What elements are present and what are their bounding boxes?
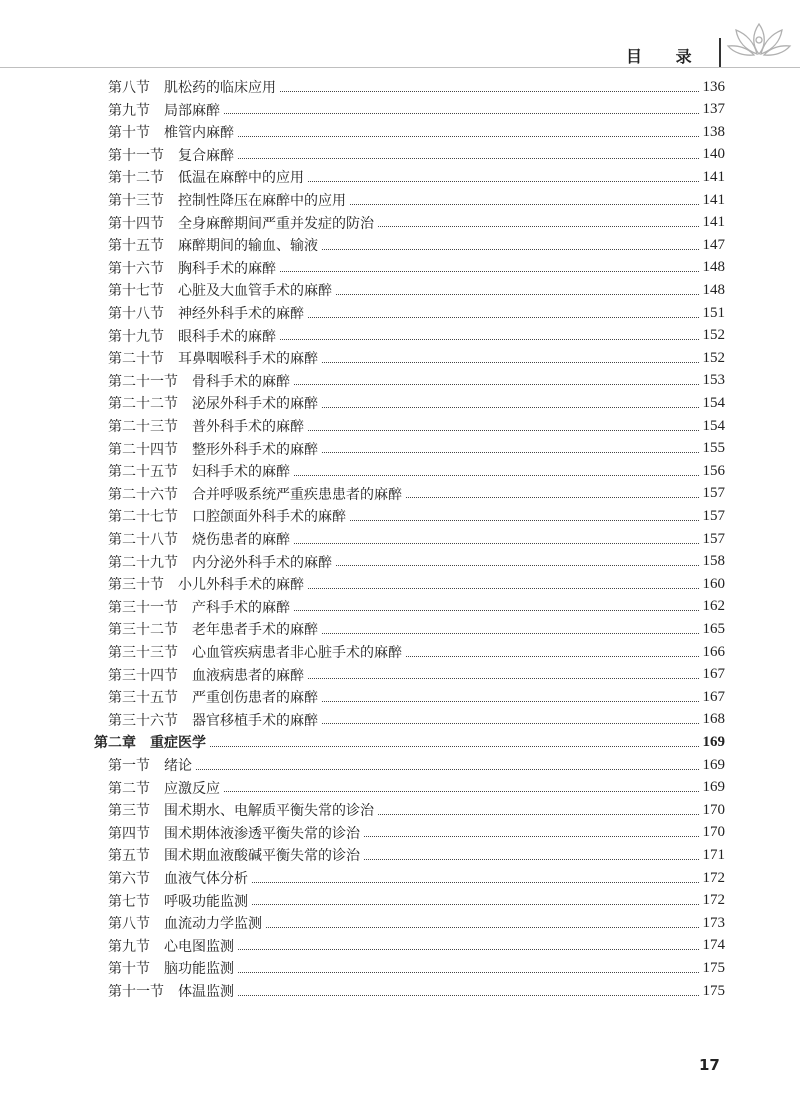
- toc-entry-title: 口腔颌面外科手术的麻醉: [192, 509, 346, 526]
- toc-section-entry: [108, 166, 725, 188]
- toc-entry-title: 绪论: [164, 758, 192, 774]
- toc-dot-leader: [280, 339, 699, 340]
- toc-entry-number: 第十节: [108, 125, 150, 142]
- toc-entry-page: 151: [702, 304, 725, 321]
- toc-dot-leader: [252, 904, 699, 905]
- toc-entry-page: 166: [702, 643, 725, 660]
- toc-section-entry: [108, 596, 725, 618]
- toc-dot-leader: [294, 610, 699, 611]
- toc-section-entry: [108, 528, 725, 550]
- toc-dot-leader: [224, 113, 699, 114]
- toc-section-entry: [108, 777, 725, 799]
- toc-entry-title: 严重创伤患者的麻醉: [192, 690, 318, 707]
- toc-entry-title: 烧伤患者的麻醉: [192, 532, 290, 548]
- toc-entry-number: 第二十八节: [108, 532, 178, 548]
- toc-dot-leader: [364, 859, 699, 860]
- toc-entry-title: 普外科手术的麻醉: [192, 419, 304, 435]
- toc-section-entry: [108, 686, 725, 708]
- toc-section-entry: [108, 867, 725, 889]
- toc-entry-page: 152: [702, 327, 725, 344]
- toc-section-entry: [108, 325, 725, 347]
- toc-entry-title: 小儿外科手术的麻醉: [178, 577, 304, 594]
- toc-section-entry: [108, 234, 725, 256]
- toc-section-entry: [108, 415, 725, 437]
- toc-section-entry: [108, 890, 725, 912]
- toc-dot-leader: [308, 181, 699, 182]
- toc-dot-leader: [364, 836, 699, 837]
- toc-entry-title: 复合麻醉: [178, 147, 234, 164]
- toc-entry-title: 控制性降压在麻醉中的应用: [178, 193, 346, 209]
- toc-entry-page: 156: [702, 462, 725, 479]
- toc-entry-title: 整形外科手术的麻醉: [192, 441, 318, 458]
- toc-entry-number: 第二十三节: [108, 419, 178, 435]
- toc-entry-number: 第十八节: [108, 306, 164, 322]
- toc-dot-leader: [294, 543, 699, 544]
- toc-entry-number: 第六节: [108, 871, 150, 887]
- toc-entry-title: 围术期血液酸碱平衡失常的诊治: [164, 848, 360, 865]
- toc-entry-title: 血液气体分析: [164, 871, 248, 887]
- toc-section-entry: [108, 347, 725, 369]
- toc-entry-number: 第三十六节: [108, 712, 178, 729]
- toc-section-entry: [108, 370, 725, 392]
- toc-entry-title: 麻醉期间的输血、输液: [178, 238, 318, 255]
- toc-section-entry: [108, 212, 725, 234]
- toc-section-entry: [108, 551, 725, 573]
- toc-section-entry: [108, 279, 725, 301]
- toc-dot-leader: [322, 723, 699, 724]
- toc-entry-title: 重症医学: [150, 735, 206, 752]
- toc-dot-leader: [238, 158, 699, 159]
- toc-entry-number: 第九节: [108, 938, 150, 955]
- toc-section-entry: [108, 822, 725, 844]
- toc-entry-number: 第五节: [108, 848, 150, 865]
- toc-entry-number: 第二十六节: [108, 486, 178, 503]
- toc-entry-number: 第三十五节: [108, 690, 178, 707]
- toc-entry-page: 147: [702, 236, 725, 253]
- toc-entry-number: 第十九节: [108, 328, 164, 345]
- toc-entry-title: 低温在麻醉中的应用: [178, 170, 304, 187]
- toc-dot-leader: [238, 136, 699, 137]
- toc-entry-page: 157: [702, 507, 725, 524]
- toc-entry-number: 第二十二节: [108, 396, 178, 413]
- toc-entry-page: 154: [702, 394, 725, 411]
- toc-section-entry: [108, 844, 725, 866]
- toc-dot-leader: [238, 949, 699, 950]
- header-title: 目 录: [626, 47, 706, 66]
- toc-entry-number: 第八节: [108, 916, 150, 933]
- toc-entry-page: 169: [702, 733, 725, 750]
- toc-dot-leader: [294, 475, 699, 476]
- toc-entry-page: 157: [702, 530, 725, 547]
- toc-chapter-entry: [94, 731, 725, 753]
- toc-section-entry: [108, 76, 725, 98]
- toc-entry-title: 脑功能监测: [164, 961, 234, 978]
- toc-dot-leader: [308, 588, 699, 589]
- toc-entry-page: 148: [702, 259, 725, 276]
- toc-entry-title: 妇科手术的麻醉: [192, 464, 290, 481]
- toc-dot-leader: [350, 204, 699, 205]
- toc-entry-title: 骨科手术的麻醉: [192, 373, 290, 390]
- toc-entry-page: 138: [702, 123, 725, 140]
- toc-entry-title: 泌尿外科手术的麻醉: [192, 396, 318, 413]
- toc-dot-leader: [336, 565, 699, 566]
- toc-dot-leader: [308, 430, 699, 431]
- header-rule: [0, 67, 800, 68]
- toc-entry-page: 171: [702, 846, 725, 863]
- toc-section-entry: [108, 121, 725, 143]
- toc-section-entry: [108, 392, 725, 414]
- toc-dot-leader: [322, 633, 699, 634]
- toc-dot-leader: [238, 972, 699, 973]
- toc-section-entry: [108, 99, 725, 121]
- toc-section-entry: [108, 483, 725, 505]
- toc-entry-title: 血液病患者的麻醉: [192, 667, 304, 684]
- toc-entry-page: 172: [702, 869, 725, 886]
- toc-entry-page: 174: [702, 937, 725, 954]
- toc-dot-leader: [308, 317, 699, 318]
- toc-dot-leader: [238, 995, 699, 996]
- toc-entry-number: 第十四节: [108, 215, 164, 232]
- toc-section-entry: [108, 799, 725, 821]
- header-divider: [719, 38, 721, 68]
- toc-entry-number: 第八节: [108, 80, 150, 96]
- toc-entry-number: 第二章: [94, 735, 136, 752]
- toc-entry-number: 第一节: [108, 758, 150, 774]
- toc-entry-page: 157: [702, 485, 725, 502]
- toc-entry-title: 耳鼻咽喉科手术的麻醉: [178, 351, 318, 368]
- toc-entry-page: 165: [702, 620, 725, 637]
- toc-dot-leader: [406, 497, 699, 498]
- toc-dot-leader: [378, 814, 699, 815]
- toc-section-entry: [108, 438, 725, 460]
- toc-section-entry: [108, 912, 725, 934]
- toc-dot-leader: [406, 656, 699, 657]
- toc-section-entry: [108, 257, 725, 279]
- toc-section-entry: [108, 754, 725, 776]
- toc-entry-page: 168: [702, 711, 725, 728]
- toc-entry-page: 175: [702, 982, 725, 999]
- toc-entry-title: 体温监测: [178, 984, 234, 1000]
- toc-dot-leader: [308, 678, 699, 679]
- toc-entry-page: 158: [702, 553, 725, 570]
- toc-entry-title: 全身麻醉期间严重并发症的防治: [178, 215, 374, 232]
- toc-entry-page: 170: [702, 824, 725, 841]
- toc-entry-page: 160: [702, 575, 725, 592]
- toc-entry-number: 第十五节: [108, 238, 164, 255]
- toc-entry-number: 第二十五节: [108, 464, 178, 481]
- toc-section-entry: [108, 302, 725, 324]
- toc-entry-number: 第三十四节: [108, 667, 178, 684]
- toc-entry-title: 血流动力学监测: [164, 916, 262, 933]
- toc-entry-page: 140: [702, 146, 725, 163]
- toc-section-entry: [108, 935, 725, 957]
- toc-entry-number: 第二节: [108, 780, 150, 797]
- toc-section-entry: [108, 709, 725, 731]
- toc-entry-page: 154: [702, 417, 725, 434]
- toc-entry-page: 137: [702, 101, 725, 118]
- toc-section-entry: [108, 957, 725, 979]
- toc-dot-leader: [266, 927, 699, 928]
- toc-entry-number: 第三十二节: [108, 622, 178, 639]
- toc-section-entry: [108, 505, 725, 527]
- toc-entry-page: 175: [702, 959, 725, 976]
- toc-section-entry: [108, 460, 725, 482]
- toc-entry-page: 136: [702, 78, 725, 95]
- toc-dot-leader: [378, 226, 699, 227]
- toc-section-entry: [108, 144, 725, 166]
- toc-section-entry: [108, 573, 725, 595]
- toc-entry-title: 胸科手术的麻醉: [178, 260, 276, 277]
- toc-entry-number: 第十六节: [108, 260, 164, 277]
- toc-entry-title: 合并呼吸系统严重疾患患者的麻醉: [192, 486, 402, 503]
- toc-entry-page: 153: [702, 372, 725, 389]
- toc-entry-title: 眼科手术的麻醉: [178, 328, 276, 345]
- toc-dot-leader: [322, 407, 699, 408]
- toc-entry-title: 椎管内麻醉: [164, 125, 234, 142]
- toc-entry-number: 第三十节: [108, 577, 164, 594]
- toc-section-entry: [108, 641, 725, 663]
- toc-entry-title: 器官移植手术的麻醉: [192, 712, 318, 729]
- toc-entry-page: 162: [702, 598, 725, 615]
- toc-entry-page: 167: [702, 666, 725, 683]
- toc-entry-number: 第十三节: [108, 193, 164, 209]
- toc-entry-number: 第十一节: [108, 147, 164, 164]
- toc-entry-title: 神经外科手术的麻醉: [178, 306, 304, 322]
- toc-section-entry: [108, 664, 725, 686]
- toc-entry-title: 产科手术的麻醉: [192, 599, 290, 616]
- toc-dot-leader: [252, 882, 699, 883]
- toc-dot-leader: [322, 452, 699, 453]
- toc-entry-title: 肌松药的临床应用: [164, 80, 276, 96]
- toc-dot-leader: [196, 769, 699, 770]
- toc-entry-number: 第二十一节: [108, 373, 178, 390]
- toc-entry-page: 148: [702, 281, 725, 298]
- toc-entry-page: 170: [702, 801, 725, 818]
- toc-dot-leader: [336, 294, 699, 295]
- page-header: [0, 0, 800, 70]
- toc-dot-leader: [210, 746, 699, 747]
- toc-entry-page: 167: [702, 688, 725, 705]
- toc-entry-number: 第三十一节: [108, 599, 178, 616]
- toc-entry-title: 应激反应: [164, 780, 220, 797]
- toc-dot-leader: [280, 91, 699, 92]
- toc-entry-title: 围术期体液渗透平衡失常的诊治: [164, 825, 360, 842]
- toc-entry-page: 155: [702, 440, 725, 457]
- toc-entry-number: 第四节: [108, 825, 150, 842]
- toc-entry-page: 169: [702, 756, 725, 773]
- toc-entry-number: 第二十节: [108, 351, 164, 368]
- toc-entry-page: 169: [702, 779, 725, 796]
- toc-entry-number: 第十二节: [108, 170, 164, 187]
- toc-entry-page: 141: [702, 168, 725, 185]
- toc-section-entry: [108, 189, 725, 211]
- toc-entry-number: 第十节: [108, 961, 150, 978]
- toc-entry-number: 第二十九节: [108, 554, 178, 571]
- toc-entry-title: 心血管疾病患者非心脏手术的麻醉: [192, 645, 402, 661]
- toc-dot-leader: [350, 520, 699, 521]
- page-number: 17: [699, 1056, 720, 1074]
- toc-entry-page: 173: [702, 914, 725, 931]
- toc-dot-leader: [322, 701, 699, 702]
- toc-dot-leader: [322, 249, 699, 250]
- toc-dot-leader: [322, 362, 699, 363]
- toc-entry-title: 呼吸功能监测: [164, 893, 248, 910]
- toc-dot-leader: [280, 271, 699, 272]
- toc-entry-number: 第九节: [108, 102, 150, 119]
- toc-entry-page: 172: [702, 892, 725, 909]
- toc-entry-page: 152: [702, 349, 725, 366]
- toc-entry-title: 心电图监测: [164, 938, 234, 955]
- toc-dot-leader: [224, 791, 699, 792]
- toc-entry-title: 围术期水、电解质平衡失常的诊治: [164, 803, 374, 820]
- toc-dot-leader: [294, 384, 699, 385]
- toc-section-entry: [108, 618, 725, 640]
- toc-entry-number: 第二十七节: [108, 509, 178, 526]
- toc-entry-number: 第三十三节: [108, 645, 178, 661]
- toc-entry-number: 第三节: [108, 803, 150, 820]
- toc-section-entry: [108, 980, 725, 1002]
- toc-entry-title: 老年患者手术的麻醉: [192, 622, 318, 639]
- toc-entry-number: 第十一节: [108, 984, 164, 1000]
- toc-entry-number: 第二十四节: [108, 441, 178, 458]
- toc-entry-number: 第十七节: [108, 283, 164, 300]
- toc-entry-page: 141: [702, 214, 725, 231]
- toc-entry-page: 141: [702, 191, 725, 208]
- toc-entry-number: 第七节: [108, 893, 150, 910]
- lotus-logo-icon: [724, 18, 794, 60]
- toc-entry-title: 局部麻醉: [164, 102, 220, 119]
- toc-entry-title: 心脏及大血管手术的麻醉: [178, 283, 332, 300]
- toc-entry-title: 内分泌外科手术的麻醉: [192, 554, 332, 571]
